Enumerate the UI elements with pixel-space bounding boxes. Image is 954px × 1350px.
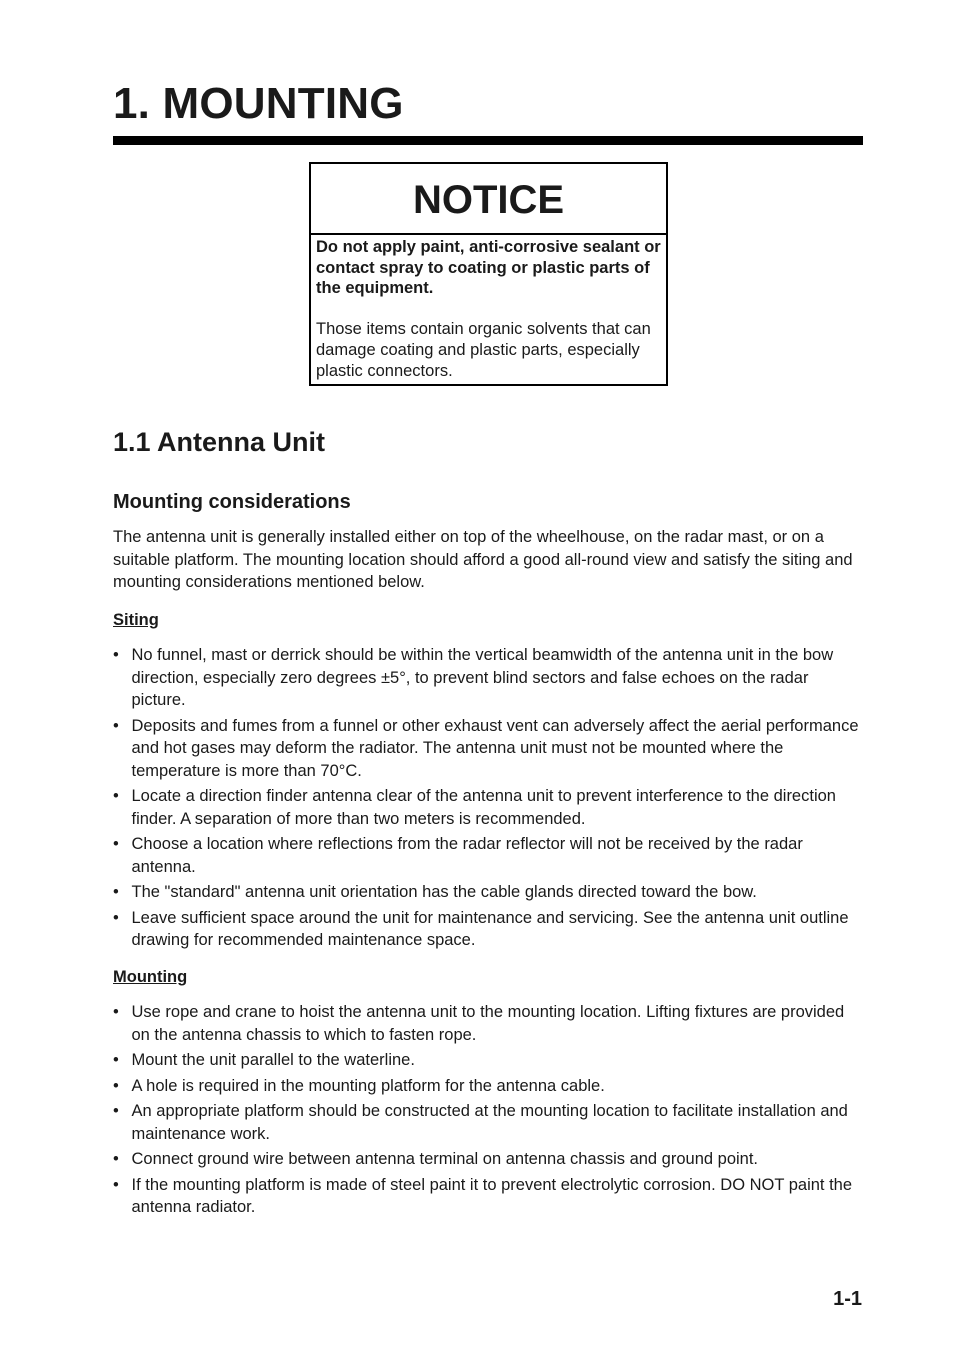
page-number: 1-1 [833, 1288, 862, 1310]
siting-list-item: • Leave sufficient space around the unit for maintenance and servicing. See the antenna unit outline drawing for recommended maintenance space. [113, 907, 865, 952]
mounting-list-item: • An appropriate platform should be constructed at the mounting location to facilitate installation and maintenance work. [113, 1100, 865, 1145]
siting-list [113, 644, 865, 955]
chapter-title-rule [113, 136, 863, 145]
siting-list-item: • The "standard" antenna unit orientation has the cable glands directed toward the bow. [113, 881, 865, 904]
mounting-heading: Mounting [113, 968, 188, 986]
siting-list-item: • Deposits and fumes from a funnel or other exhaust vent can adversely affect the aerial performance and hot gases may deform the radiator. The antenna unit must not be mounted where the temperature is more than 70°C. [113, 715, 865, 783]
siting-list-item: • Locate a direction finder antenna clear of the antenna unit to prevent interference to the direction finder. A separation of more than two meters is recommended. [113, 785, 865, 830]
mounting-list-item: • Use rope and crane to hoist the antenna unit to the mounting location. Lifting fixtures are provided on the antenna chassis to which to fasten rope. [113, 1001, 865, 1046]
notice-explanation-text: Those items contain organic solvents that can damage coating and plastic parts, especially plastic connectors. [316, 319, 651, 380]
siting-heading: Siting [113, 611, 159, 629]
mounting-list-item: • Connect ground wire between antenna terminal on antenna chassis and ground point. [113, 1148, 865, 1171]
mounting-list-item: • A hole is required in the mounting platform for the antenna cable. [113, 1075, 865, 1098]
chapter-title: 1. MOUNTING [113, 79, 404, 128]
section-title: 1.1 Antenna Unit [113, 427, 326, 457]
notice-warning-text: Do not apply paint, anti-corrosive sealant or contact spray to coating or plastic parts of the equipment. [316, 238, 661, 297]
mounting-list-item: • If the mounting platform is made of steel paint it to prevent electrolytic corrosion. DO NOT paint the antenna radiator. [113, 1174, 865, 1219]
notice-heading: NOTICE [311, 164, 666, 235]
notice-box [309, 162, 668, 386]
intro-paragraph: The antenna unit is generally installed either on top of the wheelhouse, on the radar mast, or on a suitable platform. The mounting location should afford a good all-round view and satisfy the siting and mounting considerations mentioned below. [113, 528, 853, 591]
siting-list-item: • No funnel, mast or derrick should be within the vertical beamwidth of the antenna unit in the bow direction, especially zero degrees ±5°, to prevent blind sectors and false echoes on the radar picture. [113, 644, 865, 712]
mounting-list [113, 1001, 865, 1222]
subsection-title: Mounting considerations [113, 491, 351, 513]
mounting-list-item: • Mount the unit parallel to the waterline. [113, 1049, 865, 1072]
siting-list-item: • Choose a location where reflections from the radar reflector will not be received by the radar antenna. [113, 833, 865, 878]
